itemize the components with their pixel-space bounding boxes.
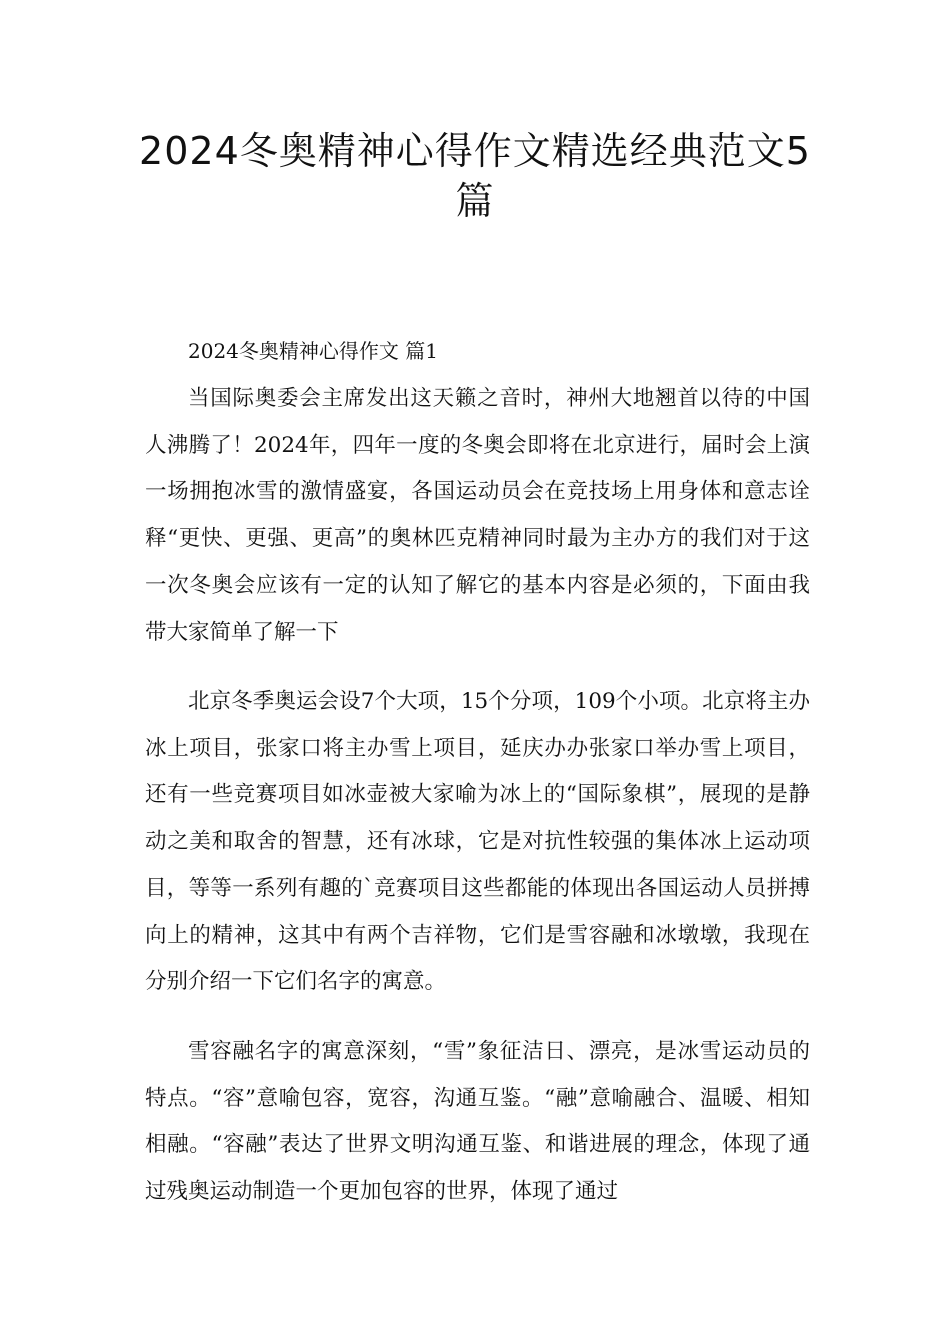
paragraph-2: 北京冬季奥运会设7个大项，15个分项，109个小项。北京将主办冰上项目，张家口将主办雪上项目，延庆办办张家口举办雪上项目，还有一些竞赛项目如冰壶被大家喻为冰上的“国际象棋”，展现的是静动之美和取舍的智慧，还有冰球，它是对抗性较强的集体冰上运动项目，等等一系列有趣的`竞赛项目这些都能的体现出各国运动人员拼搏向上的精神，这其中有两个吉祥物，它们是雪容融和冰墩墩，我现在分别介绍一下它们名字的寓意。 (145, 689, 810, 995)
paragraph-3: 雪容融名字的寓意深刻，“雪”象征洁日、漂亮，是冰雪运动员的特点。“容”意喻包容，宽容，沟通互鉴。“融”意喻融合、温暖、相知相融。“容融”表达了世界文明沟通互鉴、和谐进展的理念，体现了通过残奥运动制造一个更加包容的世界，体现了通过 (145, 1039, 810, 1205)
paragraph-1: 当国际奥委会主席发出这天籁之音时，神州大地翘首以待的中国人沸腾了！2024年，四年一度的冬奥会即将在北京进行，届时会上演一场拥抱冰雪的激情盛宴，各国运动员会在竞技场上用身体和意志诠释“更快、更强、更高”的奥林匹克精神同时最为主办方的我们对于这一次冬奥会应该有一定的认知了解它的基本内容是必须的，下面由我带大家简单了解一下 (145, 386, 810, 645)
section-heading: 2024冬奥精神心得作文 篇1 (188, 339, 438, 363)
document-title: 2024冬奥精神心得作文精选经典范文5篇 (139, 129, 811, 223)
